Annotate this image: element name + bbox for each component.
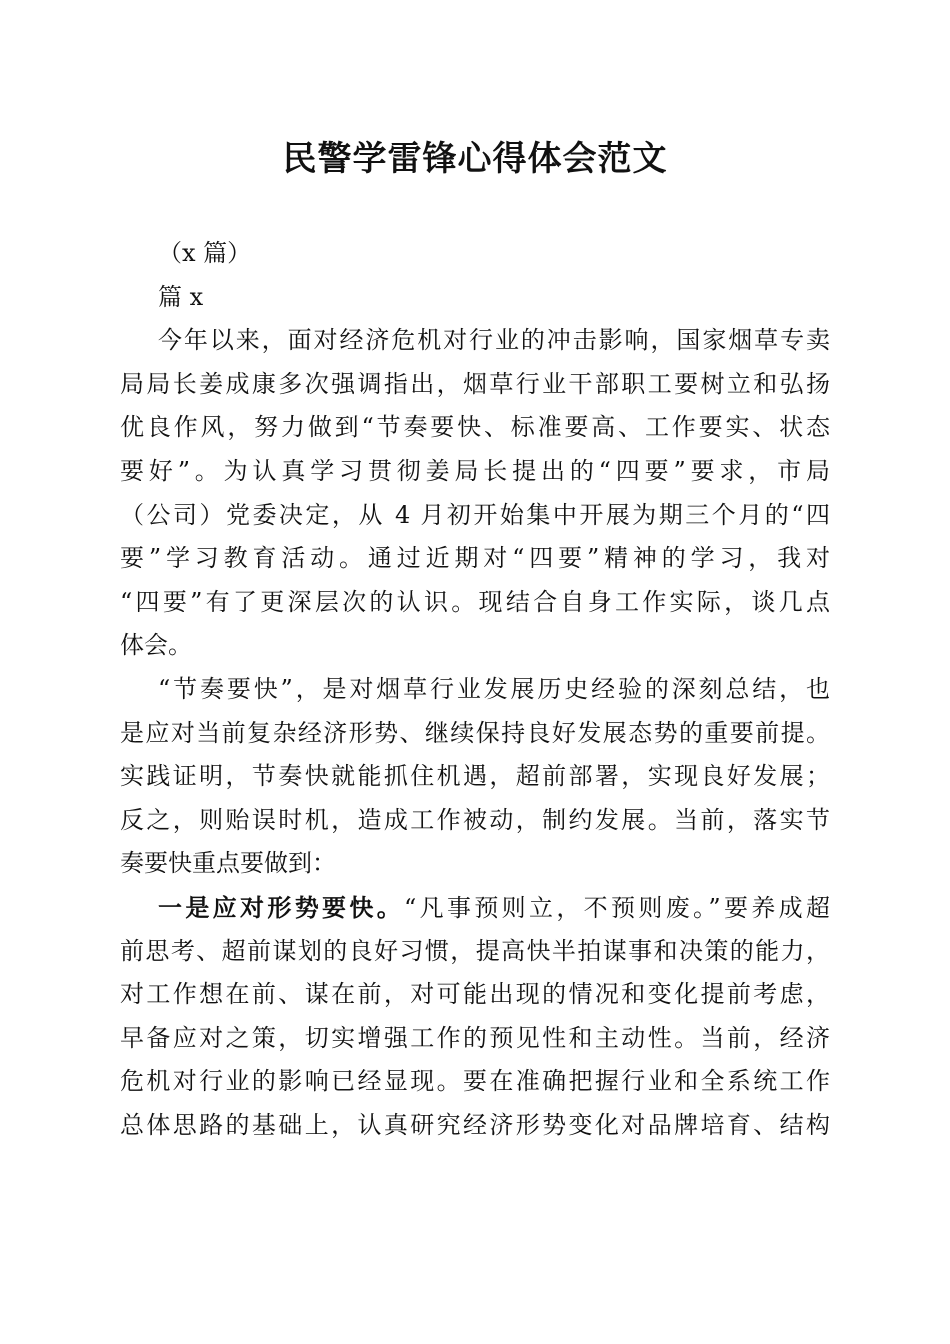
paragraph-line: 体会。 <box>120 631 192 660</box>
bold-point-label: 一是应对形势要快。 <box>158 892 405 922</box>
paragraph-line: （公司）党委决定，从 4 月初开始集中开展为期三个月的“四 <box>120 500 830 529</box>
section-heading: 篇 x <box>158 282 204 311</box>
paragraph-line: 要”学习教育活动。通过近期对“四要”精神的学习，我对 <box>120 544 830 573</box>
paragraph-line: 是应对当前复杂经济形势、继续保持良好发展态势的重要前提。 <box>120 718 830 747</box>
paragraph-line: 实践证明，节奏快就能抓住机遇，超前部署，实现良好发展； <box>120 762 830 791</box>
paragraph-line: 优良作风，努力做到“节奏要快、标准要高、工作要实、状态 <box>120 413 830 442</box>
paragraph-line: 今年以来，面对经济危机对行业的冲击影响，国家烟草专卖 <box>158 326 830 355</box>
paragraph-line: “节奏要快”，是对烟草行业发展历史经验的深刻总结，也 <box>158 674 830 703</box>
paragraph-line: 早备应对之策，切实增强工作的预见性和主动性。当前，经济 <box>120 1023 830 1052</box>
paragraph-line <box>120 886 830 930</box>
paragraph-line: 对工作想在前、谋在前，对可能出现的情况和变化提前考虑， <box>120 980 830 1009</box>
paragraph-line: 要好”。为认真学习贯彻姜局长提出的“四要”要求，市局 <box>120 456 830 485</box>
section-count: （x 篇） <box>158 239 252 267</box>
paragraph-line: “四要”有了更深层次的认识。现结合自身工作实际，谈几点 <box>120 587 830 616</box>
paragraph-line: 奏要快重点要做到： <box>120 849 336 878</box>
paragraph-line: 局局长姜成康多次强调指出，烟草行业干部职工要树立和弘扬 <box>120 369 830 398</box>
paragraph-text: “凡事预则立，不预则废。”要养成超 <box>404 893 830 922</box>
paragraph-line: 总体思路的基础上，认真研究经济形势变化对品牌培育、结构 <box>120 1110 830 1139</box>
document-body <box>120 232 830 1147</box>
paragraph-line: 危机对行业的影响已经显现。要在准确把握行业和全系统工作 <box>120 1067 830 1096</box>
document-title: 民警学雷锋心得体会范文 <box>282 139 668 179</box>
paragraph-line: 前思考、超前谋划的良好习惯，提高快半拍谋事和决策的能力， <box>120 936 830 965</box>
paragraph-line: 反之，则贻误时机，造成工作被动，制约发展。当前，落实节 <box>120 805 830 834</box>
